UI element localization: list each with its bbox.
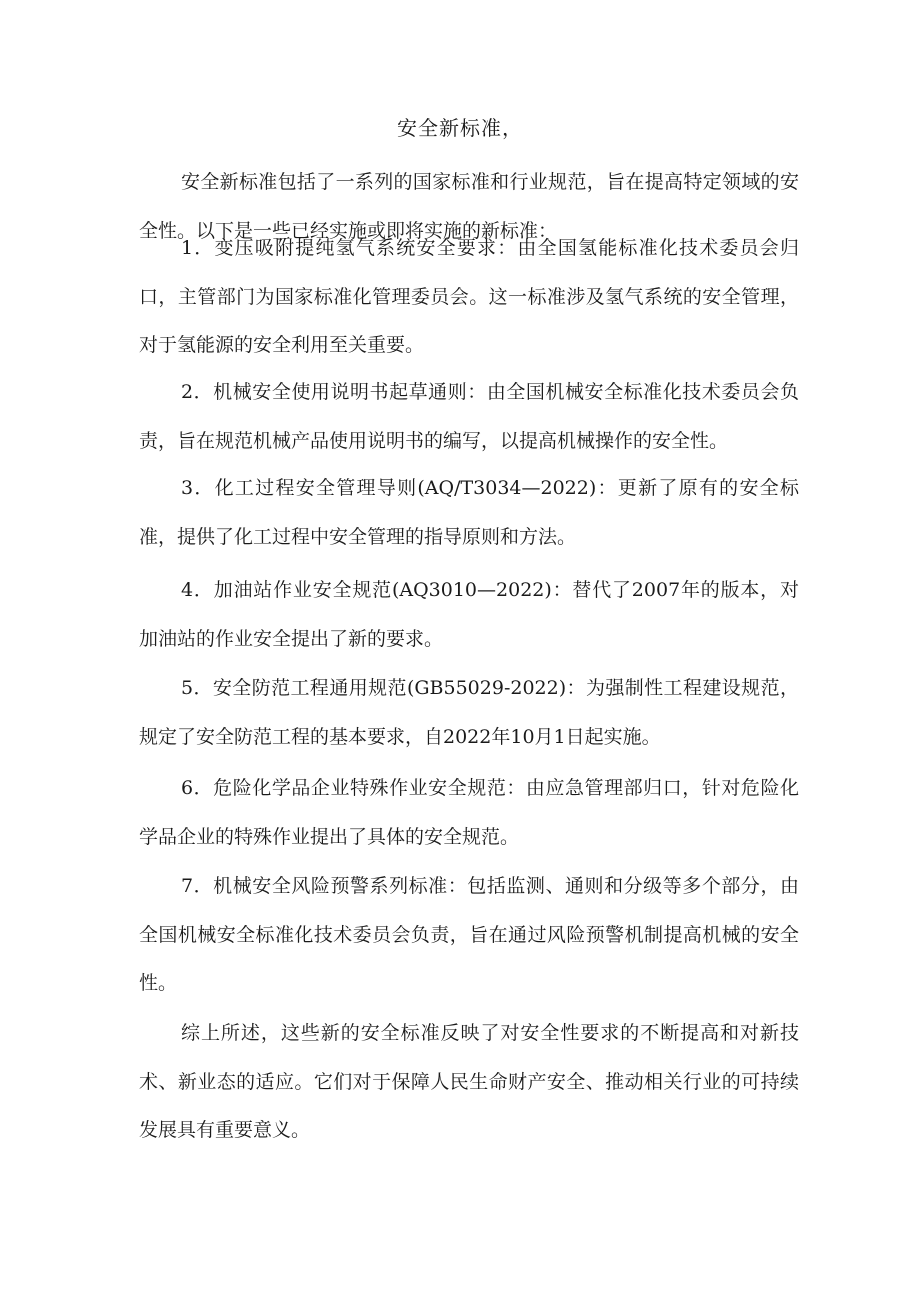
standard-item-3: 3．化工过程安全管理导则(AQ/T3034—2022)：更新了原有的安全标准，提供了化工过程中安全管理的指导原则和方法。: [139, 477, 799, 548]
standard-item-2: 2．机械安全使用说明书起草通则：由全国机械安全标准化技术委员会负责，旨在规范机械产品使用说明书的编写，以提高机械操作的安全性。: [139, 381, 799, 452]
intro-paragraph: 安全新标准包括了一系列的国家标准和行业规范，旨在提高特定领域的安全性。以下是一些已经实施或即将实施的新标准：: [139, 171, 799, 242]
standard-item-4: 4．加油站作业安全规范(AQ3010—2022)：替代了2007年的版本，对加油站的作业安全提出了新的要求。: [139, 579, 799, 650]
standard-item-5: 5．安全防范工程通用规范(GB55029-2022)：为强制性工程建设规范，规定了安全防范工程的基本要求，自2022年10月1日起实施。: [139, 677, 799, 748]
standard-item-7: 7．机械安全风险预警系列标准：包括监测、通则和分级等多个部分，由全国机械安全标准化技术委员会负责，旨在通过风险预警机制提高机械的安全性。: [139, 875, 799, 994]
document-title: 安全新标准，: [397, 116, 523, 140]
summary-paragraph: 综上所述，这些新的安全标准反映了对安全性要求的不断提高和对新技术、新业态的适应。它们对于保障人民生命财产安全、推动相关行业的可持续发展具有重要意义。: [139, 1022, 799, 1141]
standard-item-6: 6．危险化学品企业特殊作业安全规范：由应急管理部归口，针对危险化学品企业的特殊作业提出了具体的安全规范。: [139, 777, 799, 848]
standard-item-1: 1．变压吸附提纯氢气系统安全要求：由全国氢能标准化技术委员会归口，主管部门为国家标准化管理委员会。这一标准涉及氢气系统的安全管理，对于氢能源的安全利用至关重要。: [139, 237, 799, 356]
